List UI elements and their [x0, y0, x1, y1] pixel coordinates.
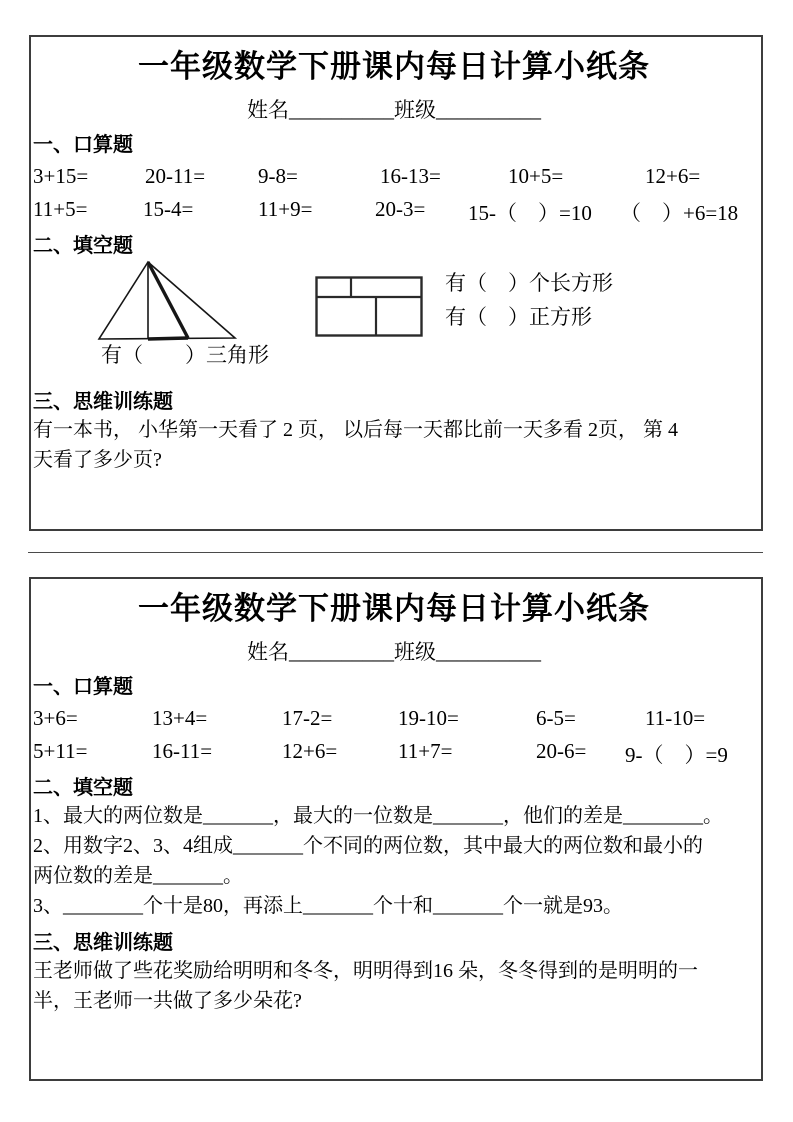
- oral-problem: 9-8=: [258, 164, 298, 188]
- class-blank: __________: [436, 98, 541, 122]
- fill-in-problems: [33, 801, 755, 921]
- oral-problem: 20-11=: [145, 164, 206, 188]
- fill-line: 2、用数字2、3、4组成_______个不同的两位数，其中最大的两位数和最小的: [33, 835, 703, 857]
- oral-problem: 12+6=: [645, 164, 701, 188]
- page-title: 一年级数学下册课内每日计算小纸条: [138, 591, 650, 626]
- worksheet-card-1: [29, 35, 763, 531]
- oral-row: [33, 191, 755, 224]
- oral-problem: 17-2=: [282, 706, 333, 730]
- name-label: 姓名: [247, 98, 289, 122]
- class-label: 班级: [394, 640, 436, 664]
- section-heading-thinking: 三、思维训练题: [33, 932, 173, 954]
- triangle-caption: 有（ ）三角形: [101, 343, 269, 367]
- oral-problem: （ ）+6=18: [620, 201, 739, 225]
- oral-problem: 6-5=: [536, 706, 576, 730]
- thinking-problem-line: 天看了多少页?: [33, 449, 162, 471]
- name-blank: __________: [289, 640, 394, 664]
- thinking-problem-line: 王老师做了些花奖励给明明和冬冬，明明得到16 朵，冬冬得到的是明明的一: [33, 960, 698, 982]
- fill-line: 3、________个十是80，再添上_______个十和_______个一就是93。: [33, 895, 623, 917]
- section-heading-fill: 二、填空题: [33, 777, 133, 799]
- thinking-problem-line: 半，王老师一共做了多少朵花?: [33, 990, 302, 1012]
- rectangle-count-question-2: 有（ ）正方形: [445, 305, 592, 329]
- fill-line: 1、最大的两位数是_______，最大的一位数是_______，他们的差是________。: [33, 805, 723, 827]
- triangle-figure: [95, 259, 243, 343]
- name-label: 姓名: [247, 640, 289, 664]
- oral-problem: 15-（ ）=10: [468, 201, 592, 225]
- class-blank: __________: [436, 640, 541, 664]
- name-class-line: [33, 639, 755, 665]
- worksheet-card-2: [29, 577, 763, 1081]
- oral-problem: 9-（ ）=9: [625, 743, 728, 767]
- oral-problem: 15-4=: [143, 197, 194, 221]
- section-heading-oral: 一、口算题: [33, 134, 133, 156]
- oral-problem: 5+11=: [33, 739, 88, 763]
- oral-row: [33, 733, 755, 766]
- oral-problem: 12+6=: [282, 739, 338, 763]
- oral-problem: 19-10=: [398, 706, 459, 730]
- rectangle-figure: [315, 276, 423, 337]
- oral-problem: 11-10=: [645, 706, 706, 730]
- fill-line: 两位数的差是_______。: [33, 865, 243, 887]
- rectangle-count-question-1: 有（ ）个长方形: [445, 271, 613, 295]
- section-heading-oral: 一、口算题: [33, 676, 133, 698]
- page-title: 一年级数学下册课内每日计算小纸条: [138, 49, 650, 84]
- oral-problem: 13+4=: [152, 706, 208, 730]
- oral-problem: 16-11=: [152, 739, 213, 763]
- name-class-line: [33, 97, 755, 123]
- oral-problem: 3+15=: [33, 164, 89, 188]
- cards-divider: [28, 552, 763, 553]
- oral-row: [33, 158, 755, 191]
- section-heading-fill: 二、填空题: [33, 235, 133, 257]
- class-label: 班级: [394, 98, 436, 122]
- section-heading-thinking: 三、思维训练题: [33, 391, 173, 413]
- shapes-figure-row: [33, 259, 755, 367]
- oral-problem: 20-6=: [536, 739, 587, 763]
- oral-problem: 16-13=: [380, 164, 441, 188]
- oral-problem: 20-3=: [375, 197, 426, 221]
- oral-problem: 11+7=: [398, 739, 453, 763]
- oral-row: [33, 700, 755, 733]
- thinking-problem-line: 有一本书， 小华第一天看了 2 页， 以后每一天都比前一天多看 2页， 第 4: [33, 419, 678, 441]
- oral-problem: 10+5=: [508, 164, 564, 188]
- oral-problem: 11+9=: [258, 197, 313, 221]
- name-blank: __________: [289, 98, 394, 122]
- oral-problem: 11+5=: [33, 197, 88, 221]
- oral-problem: 3+6=: [33, 706, 78, 730]
